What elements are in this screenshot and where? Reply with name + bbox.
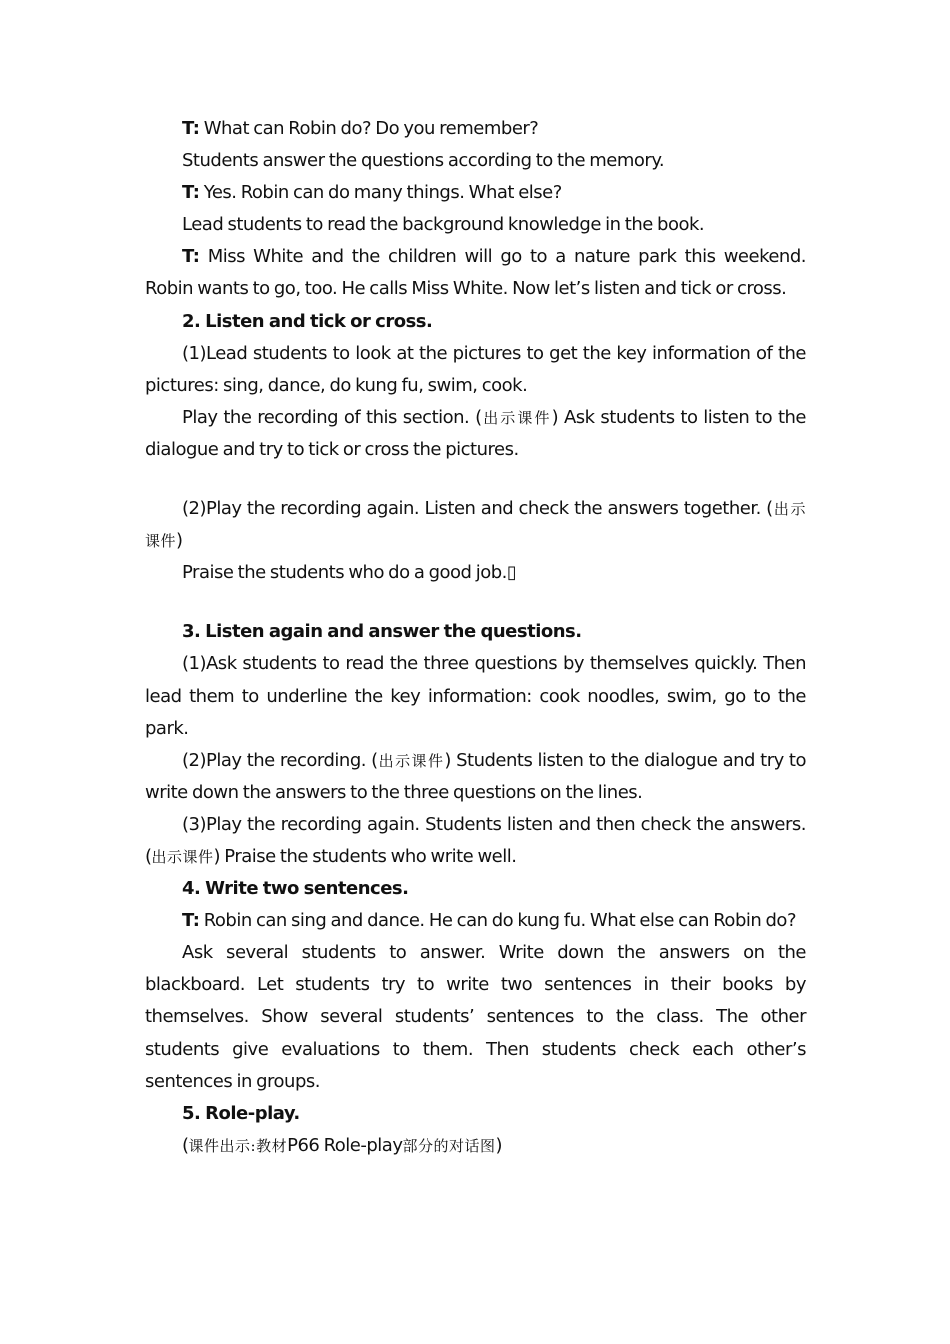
courseware-note: 出示课件 [481,408,552,427]
paragraph-text: (2)Play the recording. ( [182,749,378,771]
speaker-label: T: [182,246,200,268]
paragraph [145,648,806,744]
paragraph-t-question [145,113,806,145]
paragraph [145,402,806,466]
paragraph-text: ) [495,1134,503,1156]
paragraph-t-question [145,241,806,305]
document-body [145,113,806,1162]
paragraph-text: Praise the students who do a good job.▯ [182,562,517,584]
paragraph-text: Students answer the questions according to the memory. [182,150,665,172]
speaker-label: T: [182,910,200,932]
paragraph [145,745,806,809]
paragraph-text: Yes. Robin can do many things. What else? [199,182,562,204]
paragraph [145,338,806,402]
paragraph-text: Lead students to read the background knowledge in the book. [182,214,705,236]
paragraph [145,493,806,557]
paragraph-text: ) Praise the students who write well. [213,845,517,867]
courseware-note: 部分的对话图 [402,1136,496,1155]
paragraph-text: (3)Play the recording again. Students listen and then check the answers. ( [145,813,806,867]
section-heading: 3. Listen again and answer the questions. [182,621,582,643]
paragraph [145,937,806,1097]
paragraph-text: (1)Lead students to look at the pictures to get the key information of the pictures: sing, dance, do kung fu, swim, cook. [145,342,806,396]
paragraph-text: Robin can sing and dance. He can do kung fu. What else can Robin do? [199,910,796,932]
courseware-note: 出示课件 [151,847,214,866]
paragraph-text: ( [182,1134,189,1156]
paragraph-text: Miss White and the children will go to a nature park this weekend. Robin wants to go, too. He calls Miss White. Now let’s listen and tick or cross. [145,246,806,300]
section-heading: 5. Role-play. [182,1102,300,1124]
paragraph-text: ) Students listen to the dialogue and try to write down the answers to the three questions on the lines. [145,749,806,803]
courseware-note: 出示课件 [377,751,445,770]
blank-line [145,589,806,616]
paragraph-text: Ask several students to answer. Write down the answers on the blackboard. Let students try to write two sentences in their books by themselves. Show several students’ sentences to the class. The other students give evaluations to them. Then students check each other’s sentences in groups. [145,942,806,1092]
paragraph-text: ) Ask students to listen to the dialogue and try to tick or cross the pictures. [145,406,806,460]
paragraph [145,209,806,241]
speaker-label: T: [182,182,200,204]
section-heading: 4. Write two sentences. [182,878,409,900]
courseware-note: 出示课件 [145,500,806,551]
paragraph-text: ) [176,530,183,552]
courseware-note: 课件出示:教材 [188,1136,288,1155]
speaker-label: T: [182,118,200,139]
paragraph [145,809,806,873]
section-heading: 2. Listen and tick or cross. [182,310,433,332]
paragraph-t-question [145,905,806,937]
blank-line [145,466,806,493]
paragraph-t-question [145,177,806,209]
paragraph [145,145,806,177]
paragraph-text: (1)Ask students to read the three questions by themselves quickly. Then lead them to underline the key information: cook noodles, swim, go to the park. [145,653,806,739]
paragraph [145,1130,806,1162]
paragraph-text: (2)Play the recording again. Listen and check the answers together. ( [182,498,773,520]
paragraph-text: What can Robin do? Do you remember? [199,118,539,139]
paragraph [145,557,806,589]
paragraph-text: P66 Role-play [287,1134,403,1156]
paragraph-text: Play the recording of this section. ( [182,406,482,428]
